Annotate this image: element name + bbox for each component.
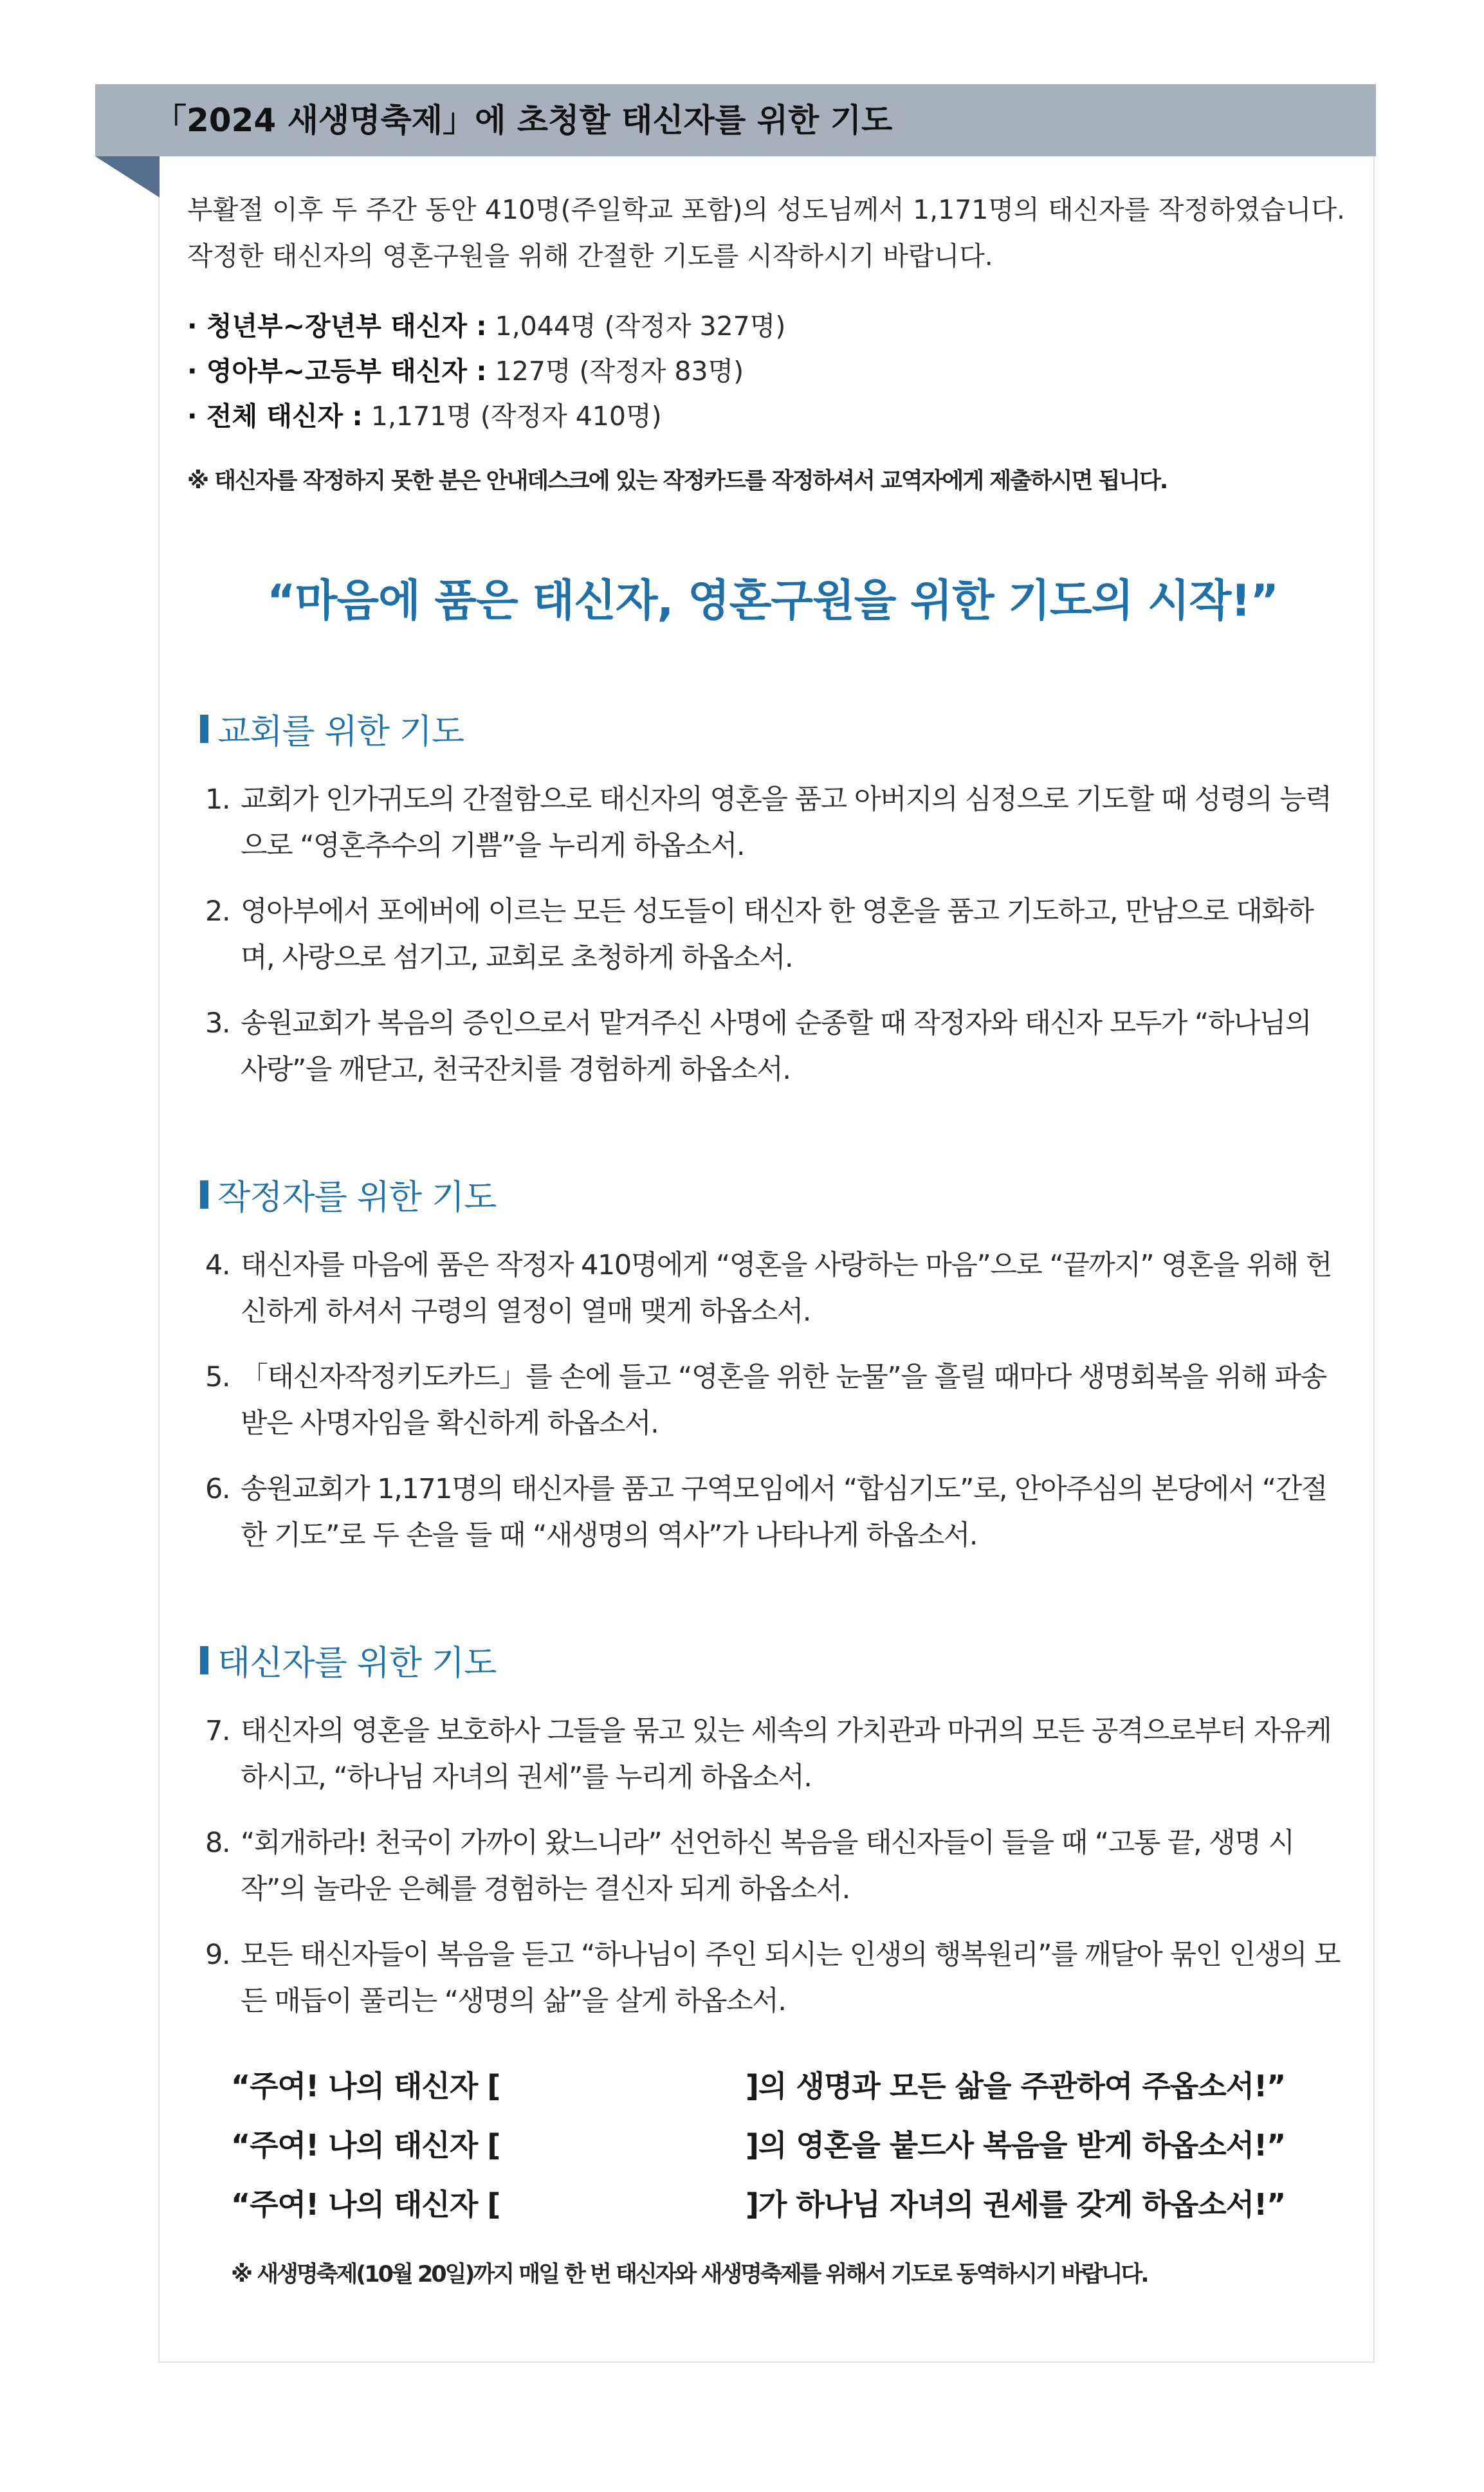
stat-infant-highschool bbox=[187, 349, 1358, 394]
item-text: 영아부에서 포에버에 이르는 모든 성도들이 태신자 한 영혼을 품고 기도하고, 만남으로 대화하며, 사랑으로 섬기고, 교회로 초청하게 하옵소서. bbox=[241, 895, 1314, 974]
item-text: 태신자의 영혼을 보호하사 그들을 묶고 있는 세속의 가치관과 마귀의 모든 공격으로부터 자유케 하시고, “하나님 자녀의 권세”를 누리게 하옵소서. bbox=[241, 1715, 1332, 1793]
section-title bbox=[200, 704, 1358, 753]
prayer-list bbox=[187, 1242, 1358, 1559]
prayer-list bbox=[187, 776, 1358, 1093]
item-text: “회개하라! 천국이 가까이 왔느니라” 선언하신 복음을 태신자들이 들을 때 “고통 끝, 생명 시작”의 놀라운 은혜를 경험하는 결신자 되게 하옵소서. bbox=[241, 1827, 1294, 1905]
item-number: 5. bbox=[205, 1361, 230, 1393]
note-closing: ※ 새생명축제(10월 20일)까지 매일 한 번 태신자와 새생명축제를 위해서 기도로 동역하시기 바랍니다. bbox=[231, 2262, 1148, 2287]
section-prospect bbox=[187, 1636, 1358, 2024]
stat-total bbox=[187, 394, 1358, 439]
list-item bbox=[187, 1932, 1358, 2024]
section-title bbox=[200, 1636, 1358, 1685]
section-pledger bbox=[187, 1170, 1358, 1559]
item-number: 9. bbox=[205, 1939, 230, 1971]
prayer-suffix: ]가 하나님 자녀의 권세를 갖게 하옵소서!” bbox=[746, 2187, 1286, 2222]
list-item bbox=[187, 1466, 1358, 1559]
stat-value: 1,044명 (작정자 327명) bbox=[486, 311, 786, 342]
section-title bbox=[200, 1170, 1358, 1219]
item-text: 모든 태신자들이 복음을 듣고 “하나님이 주인 되시는 인생의 행복원리”를 깨달아 묶인 인생의 모든 매듭이 풀리는 “생명의 삶”을 살게 하옵소서. bbox=[241, 1939, 1341, 2017]
list-item bbox=[187, 1820, 1358, 1912]
list-item bbox=[187, 776, 1358, 869]
prayer-prefix: “주여! 나의 태신자 [ bbox=[231, 2128, 500, 2163]
prayer-prefix: “주여! 나의 태신자 [ bbox=[231, 2187, 500, 2222]
prayer-list bbox=[187, 1708, 1358, 2024]
section-title-text: 작정자를 위한 기도 bbox=[217, 1178, 497, 1217]
item-number: 3. bbox=[205, 1007, 230, 1040]
stat-value: 1,171명 (작정자 410명) bbox=[362, 401, 662, 432]
item-number: 2. bbox=[205, 895, 230, 928]
item-text: 송원교회가 1,171명의 태신자를 품고 구역모임에서 “합심기도”로, 안아주심의 본당에서 “간절한 기도”로 두 손을 들 때 “새생명의 역사”가 나타나게 하옵소서. bbox=[241, 1473, 1327, 1552]
stat-label: · 영아부~고등부 태신자 : bbox=[187, 356, 487, 387]
list-item bbox=[187, 1708, 1358, 1800]
stats-list bbox=[187, 304, 1358, 439]
prayer-line bbox=[231, 2175, 1358, 2234]
stat-label: · 청년부~장년부 태신자 : bbox=[187, 311, 487, 342]
item-number: 7. bbox=[205, 1715, 230, 1747]
prayer-prefix: “주여! 나의 태신자 [ bbox=[231, 2069, 500, 2103]
personal-prayers bbox=[231, 2057, 1358, 2234]
section-bar-icon bbox=[200, 715, 208, 743]
stat-youth-adult bbox=[187, 304, 1358, 349]
item-text: 송원교회가 복음의 증인으로서 맡겨주신 사명에 순종할 때 작정자와 태신자 모두가 “하나님의 사랑”을 깨닫고, 천국잔치를 경험하게 하옵소서. bbox=[241, 1007, 1311, 1086]
list-item bbox=[187, 1242, 1358, 1335]
section-bar-icon bbox=[200, 1646, 208, 1674]
list-item bbox=[187, 1000, 1358, 1093]
list-item bbox=[187, 1354, 1358, 1447]
item-number: 4. bbox=[205, 1249, 230, 1281]
intro-paragraph: 부활절 이후 두 주간 동안 410명(주일학교 포함)의 성도님께서 1,171명의 태신자를 작정하였습니다. 작정한 태신자의 영혼구원을 위해 간절한 기도를 시작하시기 바랍니다. bbox=[187, 194, 1345, 271]
slogan: “마음에 품은 태신자, 영혼구원을 위한 기도의 시작!” bbox=[266, 576, 1279, 627]
main-content bbox=[187, 187, 1358, 2289]
note-registration: ※ 태신자를 작정하지 못한 분은 안내데스크에 있는 작정카드를 작정하셔서 교역자에게 제출하시면 됩니다. bbox=[187, 468, 1168, 494]
header-fold bbox=[95, 156, 160, 197]
prayer-suffix: ]의 영혼을 붙드사 복음을 받게 하옵소서!” bbox=[746, 2128, 1286, 2163]
list-item bbox=[187, 888, 1358, 981]
item-text: 교회가 인가귀도의 간절함으로 태신자의 영혼을 품고 아버지의 심정으로 기도할 때 성령의 능력으로 “영혼추수의 기쁨”을 누리게 하옵소서. bbox=[241, 783, 1332, 862]
prayer-line bbox=[231, 2057, 1358, 2116]
prayer-suffix: ]의 생명과 모든 삶을 주관하여 주옵소서!” bbox=[746, 2069, 1286, 2103]
item-number: 8. bbox=[205, 1827, 230, 1859]
stat-value: 127명 (작정자 83명) bbox=[486, 356, 744, 387]
section-church bbox=[187, 704, 1358, 1093]
item-number: 6. bbox=[205, 1473, 230, 1505]
page-title: 「2024 새생명축제」에 초청할 태신자를 위한 기도 bbox=[154, 102, 893, 139]
item-number: 1. bbox=[205, 783, 230, 816]
item-text: 태신자를 마음에 품은 작정자 410명에게 “영혼을 사랑하는 마음”으로 “끝까지” 영혼을 위해 헌신하게 하셔서 구령의 열정이 열매 맺게 하옵소서. bbox=[241, 1249, 1332, 1328]
section-bar-icon bbox=[200, 1180, 208, 1209]
stat-label: · 전체 태신자 : bbox=[187, 401, 363, 432]
section-title-text: 교회를 위한 기도 bbox=[217, 712, 464, 751]
prayer-line bbox=[231, 2116, 1358, 2175]
item-text: 「태신자작정키도카드」를 손에 들고 “영혼을 위한 눈물”을 흘릴 때마다 생명회복을 위해 파송 받은 사명자임을 확신하게 하옵소서. bbox=[241, 1361, 1326, 1440]
section-title-text: 태신자를 위한 기도 bbox=[217, 1644, 497, 1683]
